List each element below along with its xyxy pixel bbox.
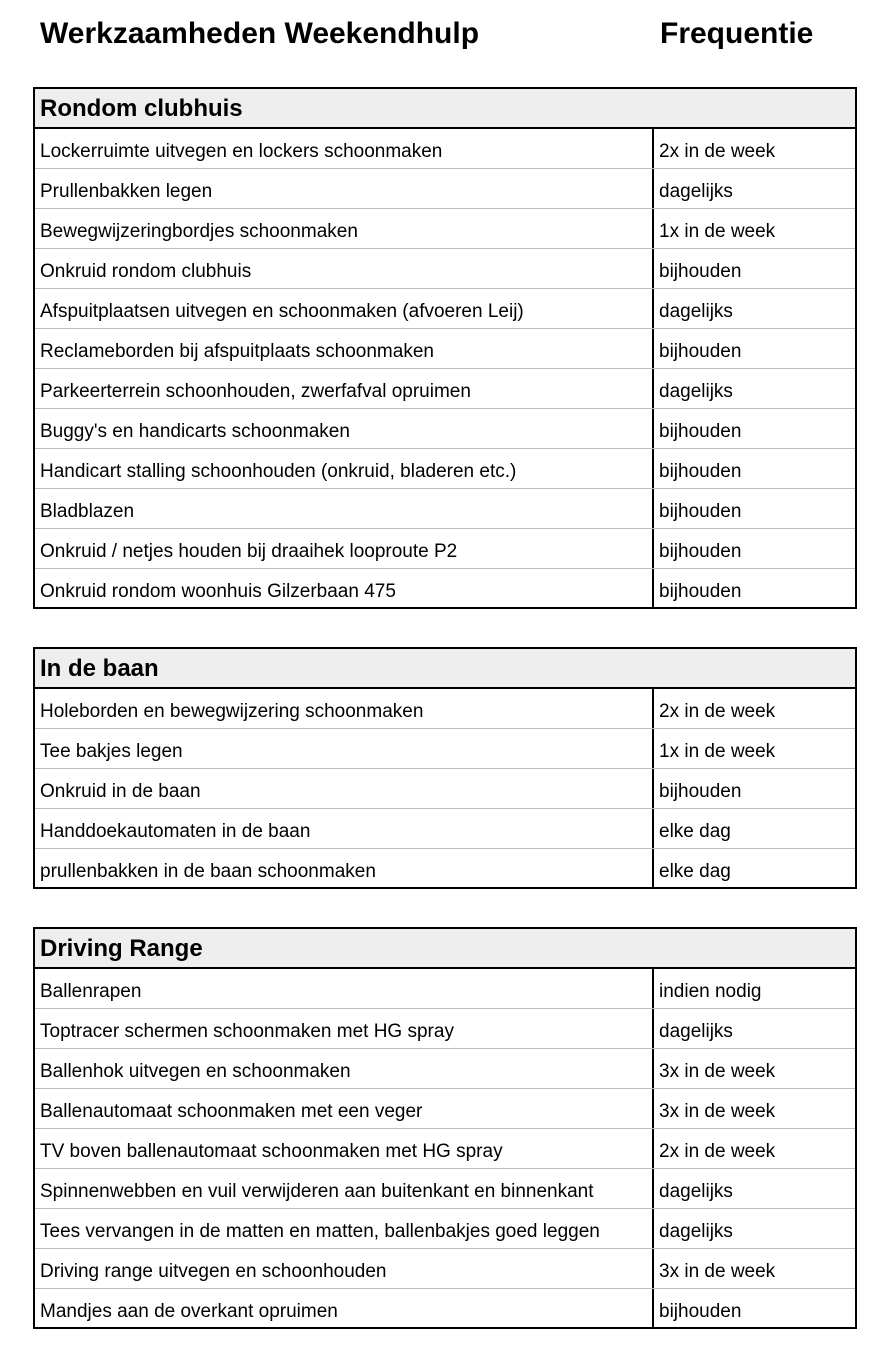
frequency-cell: bijhouden	[659, 1301, 742, 1322]
table-row	[35, 329, 855, 369]
table-row	[35, 769, 855, 809]
section-title: Rondom clubhuis	[35, 89, 855, 129]
table-row	[35, 1169, 855, 1209]
frequency-cell: 3x in de week	[659, 1061, 776, 1082]
table-row	[35, 1129, 855, 1169]
task-cell: Parkeerterrein schoonhouden, zwerfafval opruimen	[35, 369, 654, 408]
task-cell: Prullenbakken legen	[35, 169, 654, 208]
table-row	[35, 369, 855, 409]
table-row	[35, 1209, 855, 1249]
frequency-cell: dagelijks	[659, 1181, 733, 1202]
task-cell: Handdoekautomaten in de baan	[35, 809, 654, 848]
task-cell: Mandjes aan de overkant opruimen	[35, 1289, 654, 1327]
frequency-cell: bijhouden	[659, 541, 742, 562]
task-cell: Driving range uitvegen en schoonhouden	[35, 1249, 654, 1288]
page-title: Werkzaamheden Weekendhulp	[40, 17, 480, 50]
frequency-cell: bijhouden	[659, 781, 742, 802]
task-cell: Afspuitplaatsen uitvegen en schoonmaken (afvoeren Leij)	[35, 289, 654, 328]
frequency-cell: dagelijks	[659, 1221, 733, 1242]
frequency-cell: elke dag	[659, 861, 731, 882]
task-cell: Lockerruimte uitvegen en lockers schoonmaken	[35, 129, 654, 168]
task-cell: Spinnenwebben en vuil verwijderen aan buitenkant en binnenkant	[35, 1169, 654, 1208]
frequency-cell: dagelijks	[659, 301, 733, 322]
section-table	[33, 87, 857, 609]
frequency-cell: 2x in de week	[659, 141, 776, 162]
task-cell: Bewegwijzeringbordjes schoonmaken	[35, 209, 654, 248]
frequency-cell: 2x in de week	[659, 701, 776, 722]
section-table	[33, 647, 857, 889]
frequency-cell: 3x in de week	[659, 1261, 776, 1282]
task-cell: TV boven ballenautomaat schoonmaken met HG spray	[35, 1129, 654, 1168]
frequency-cell: bijhouden	[659, 421, 742, 442]
frequency-cell: dagelijks	[659, 381, 733, 402]
task-cell: Ballenrapen	[35, 969, 654, 1008]
table-row	[35, 1009, 855, 1049]
table-row	[35, 449, 855, 489]
table-row	[35, 849, 855, 887]
frequency-cell: indien nodig	[659, 981, 762, 1002]
table-row	[35, 809, 855, 849]
task-cell: Ballenautomaat schoonmaken met een veger	[35, 1089, 654, 1128]
frequency-cell: bijhouden	[659, 581, 742, 602]
task-cell: prullenbakken in de baan schoonmaken	[35, 849, 654, 887]
task-cell: Holeborden en bewegwijzering schoonmaken	[35, 689, 654, 728]
frequency-cell: 2x in de week	[659, 1141, 776, 1162]
frequency-cell: dagelijks	[659, 181, 733, 202]
frequency-cell: elke dag	[659, 821, 731, 842]
table-row	[35, 969, 855, 1009]
task-cell: Bladblazen	[35, 489, 654, 528]
table-row	[35, 1289, 855, 1327]
task-cell: Buggy's en handicarts schoonmaken	[35, 409, 654, 448]
frequency-cell: 1x in de week	[659, 741, 776, 762]
frequency-cell: dagelijks	[659, 1021, 733, 1042]
frequency-cell: 3x in de week	[659, 1101, 776, 1122]
table-row	[35, 529, 855, 569]
frequency-cell: bijhouden	[659, 261, 742, 282]
table-row	[35, 129, 855, 169]
table-row	[35, 169, 855, 209]
frequency-cell: bijhouden	[659, 461, 742, 482]
section-table	[33, 927, 857, 1329]
table-row	[35, 1089, 855, 1129]
task-cell: Onkruid / netjes houden bij draaihek looproute P2	[35, 529, 654, 568]
table-row	[35, 489, 855, 529]
task-cell: Ballenhok uitvegen en schoonmaken	[35, 1049, 654, 1088]
section-title: In de baan	[35, 649, 855, 689]
task-cell: Reclameborden bij afspuitplaats schoonmaken	[35, 329, 654, 368]
task-cell: Onkruid in de baan	[35, 769, 654, 808]
frequency-column-title: Frequentie	[660, 17, 814, 50]
task-cell: Toptracer schermen schoonmaken met HG spray	[35, 1009, 654, 1048]
task-cell: Tee bakjes legen	[35, 729, 654, 768]
frequency-cell: bijhouden	[659, 341, 742, 362]
task-cell: Tees vervangen in de matten en matten, ballenbakjes goed leggen	[35, 1209, 654, 1248]
task-cell: Onkruid rondom clubhuis	[35, 249, 654, 288]
task-cell: Handicart stalling schoonhouden (onkruid, bladeren etc.)	[35, 449, 654, 488]
table-row	[35, 409, 855, 449]
frequency-cell: 1x in de week	[659, 221, 776, 242]
table-row	[35, 1049, 855, 1089]
frequency-cell: bijhouden	[659, 501, 742, 522]
task-cell: Onkruid rondom woonhuis Gilzerbaan 475	[35, 569, 654, 607]
table-row	[35, 569, 855, 607]
table-row	[35, 209, 855, 249]
section-title: Driving Range	[35, 929, 855, 969]
table-row	[35, 729, 855, 769]
table-row	[35, 1249, 855, 1289]
table-row	[35, 689, 855, 729]
table-row	[35, 249, 855, 289]
table-row	[35, 289, 855, 329]
